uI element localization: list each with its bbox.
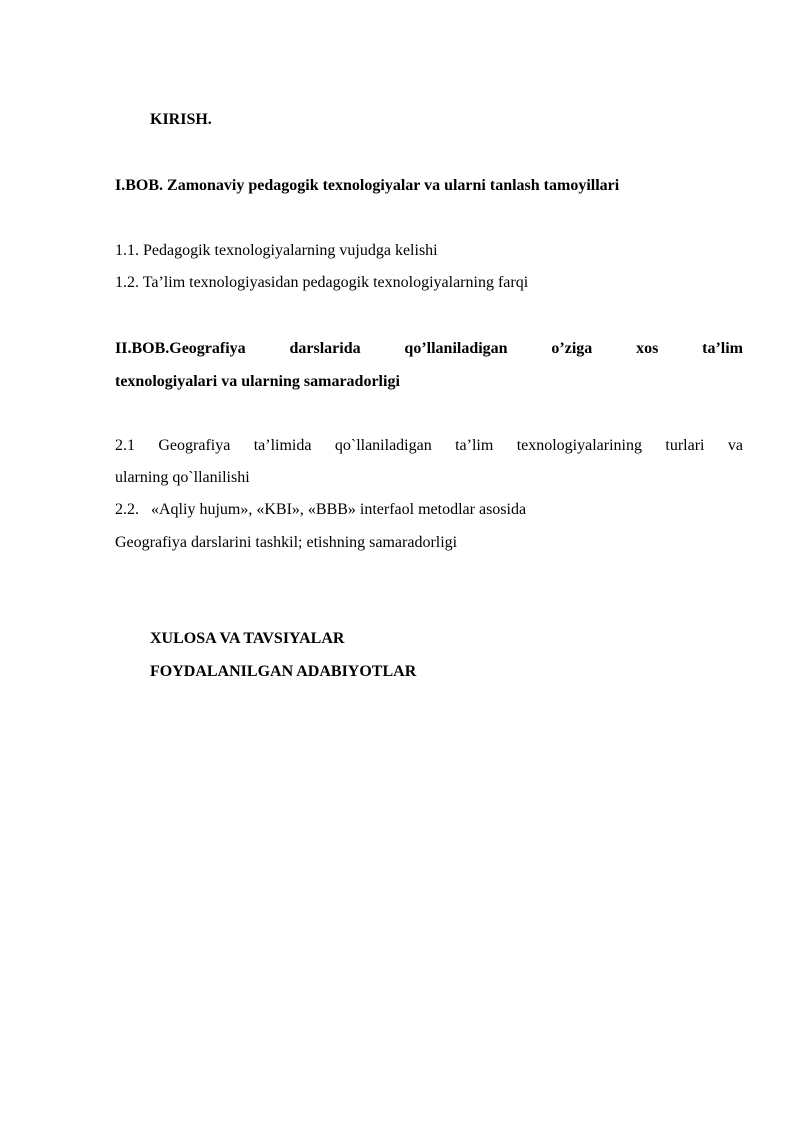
chapter2-title-word: qo’llaniladigan [404,340,508,357]
section-2-1-line1 [115,436,743,456]
section-2-1-line2: ularning qo`llanilishi [115,469,250,486]
conclusion-heading: XULOSA VA TAVSIYALAR [150,630,345,647]
section-2-1-word: Geografiya [158,437,231,454]
section-2-1-word: qo`llaniladigan [334,437,432,454]
chapter2-title-word: darslarida [289,340,361,357]
references-heading: FOYDALANILGAN ADABIYOTLAR [150,663,417,680]
section-2-1-word: texnologiyalarining [516,437,642,454]
chapter2-title-word: ta’lim [702,340,743,357]
chapter2-title-line1 [115,339,743,359]
section-2-1-word: turlari [665,437,705,454]
chapter2-title-word: II.BOB.Geografiya [115,340,246,357]
section-2-1-word: ta’limida [253,437,312,454]
section-2-2-line1: 2.2. «Aqliy hujum», «KBI», «BBB» interfaol metodlar asosida [115,501,527,518]
section-1-2: 1.2. Ta’lim texnologiyasidan pedagogik texnologiyalarning farqi [115,274,529,291]
chapter1-title: I.BOB. Zamonaviy pedagogik texnologiyalar va ularni tanlash tamoyillari [115,177,620,194]
section-2-1-word: 2.1 [115,437,135,454]
section-1-1: 1.1. Pedagogik texnologiyalarning vujudga kelishi [115,242,438,259]
chapter2-title-word: xos [636,340,659,357]
chapter2-title-line2: texnologiyalari va ularning samaradorligi [115,373,400,390]
section-2-1-word: va [727,437,743,454]
kirish-heading: KIRISH. [150,111,212,128]
section-2-1-word: ta’lim [455,437,494,454]
chapter2-title-word: o’ziga [551,340,593,357]
section-2-2-line2: Geografiya darslarini tashkil; etishning samaradorligi [115,534,458,551]
